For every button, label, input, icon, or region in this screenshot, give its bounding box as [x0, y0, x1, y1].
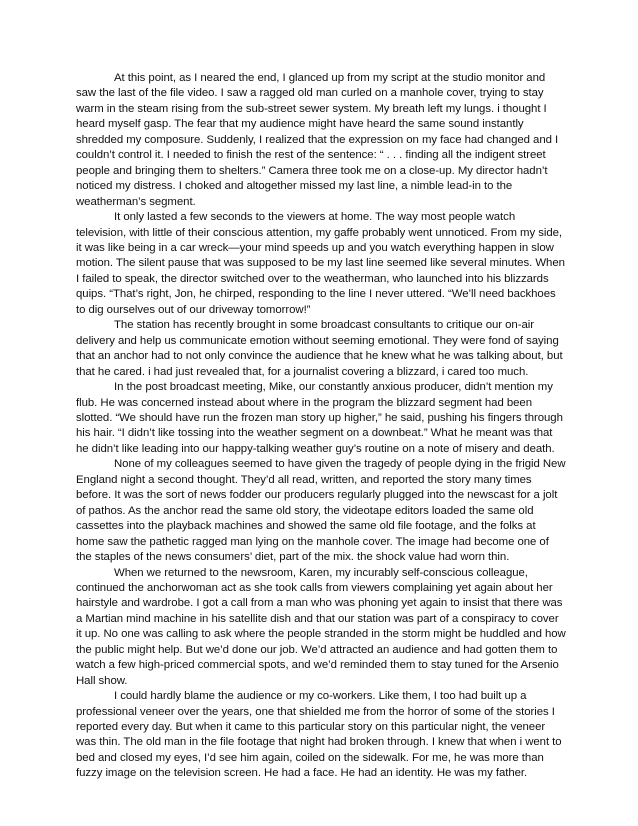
paragraph-7: I could hardly blame the audience or my co-workers. Like them, I too had built up a professional veneer over the years, one that shielded me from the horror of some of the stories I reported every day. But when it came to this particular story on this particular night, the veneer was thin. The old man in the file footage that night had broken through. I knew that when i went to bed and closed my eyes, I’d see him again, coiled on the sidewalk. For me, he was more than fuzzy image on the television screen. He had a face. He had an identity. He was my father. [76, 690, 562, 780]
paragraph-1: At this point, as I neared the end, I glanced up from my script at the studio monitor and saw the last of the file video. I saw a ragged old man curled on a manhole cover, trying to stay warm in the steam rising from the sub-street sewer system. My breath left my lungs. i thought I heard myself gasp. The fear that my audience might have heard the same sound instantly shredded my composure. Suddenly, I realized that the expression on my face had changed and I couldn’t control it. I needed to finish the rest of the sentence: “ . . . finding all the indigent street people and bringing them to shelters.” Camera three took me on a close-up. My director hadn’t noticed my distress. I choked and altogether missed my last line, a nimble lead-in to the weatherman’s segment. [76, 72, 559, 208]
paragraph-6: When we returned to the newsroom, Karen, my incurably self-conscious colleague, continued the anchorwoman act as she took calls from viewers complaining yet again about her hairstyle and wardrobe. I got a call from a man who was phoning yet again to insist that there was a Martian mind machine in his satellite dish and that our station was part of a conspiracy to cover it up. No one was calling to ask where the people stranded in the storm might be huddled and how the public might help. But we’d done our job. We’d attracted an audience and had gotten them to watch a few high-priced commercial spots, and we’d reminded them to stay tuned for the Arsenio Hall show. [76, 566, 566, 687]
paragraph-2: It only lasted a few seconds to the viewers at home. The way most people watch television, with little of their conscious attention, my gaffe probably went unnoticed. From my side, it was like being in a car wreck—your mind speeds up and you watch everything happen in slow motion. The silent pause that was supposed to be my last line seemed like several minutes. When I failed to speak, the director switched over to the weatherman, who launched into his blizzards quips. “That’s right, Jon, he chirped, responding to the line I never uttered. “We’ll need backhoes to dig ourselves out of our driveway tomorrow!” [76, 211, 565, 316]
body-text [76, 71, 566, 782]
paragraph-4: In the post broadcast meeting, Mike, our constantly anxious producer, didn’t mention my flub. He was concerned instead about where in the program the blizzard segment had been slotted. “We should have run the frozen man story up higher,” he said, pushing his fingers through his hair. “I didn’t like tossing into the weather segment on a downbeat.” What he meant was that he didn’t like leading into our happy-talking weather guy’s routine on a note of misery and death. [76, 381, 563, 455]
paragraph-3: The station has recently brought in some broadcast consultants to critique our on-air delivery and help us communicate emotion without seeming emotional. They were fond of saying that an anchor had to not only convince the audience that he knew what he was talking about, but that he cared. i had just revealed that, for a journalist covering a blizzard, i cared too much. [76, 319, 563, 378]
paragraph-5: None of my colleagues seemed to have given the tragedy of people dying in the frigid New England night a second thought. They’d all read, written, and reported the story many times before. It was the sort of news fodder our producers regularly plugged into the newscast for a jolt of pathos. As the anchor read the same old story, the videotape editors loaded the same old cassettes into the playback machines and showed the same old file footage, and the folks at home saw the pathetic ragged man lying on the manhole cover. The image had become one of the staples of the news consumers’ diet, part of the mix. the shock value had worn thin. [76, 458, 566, 564]
